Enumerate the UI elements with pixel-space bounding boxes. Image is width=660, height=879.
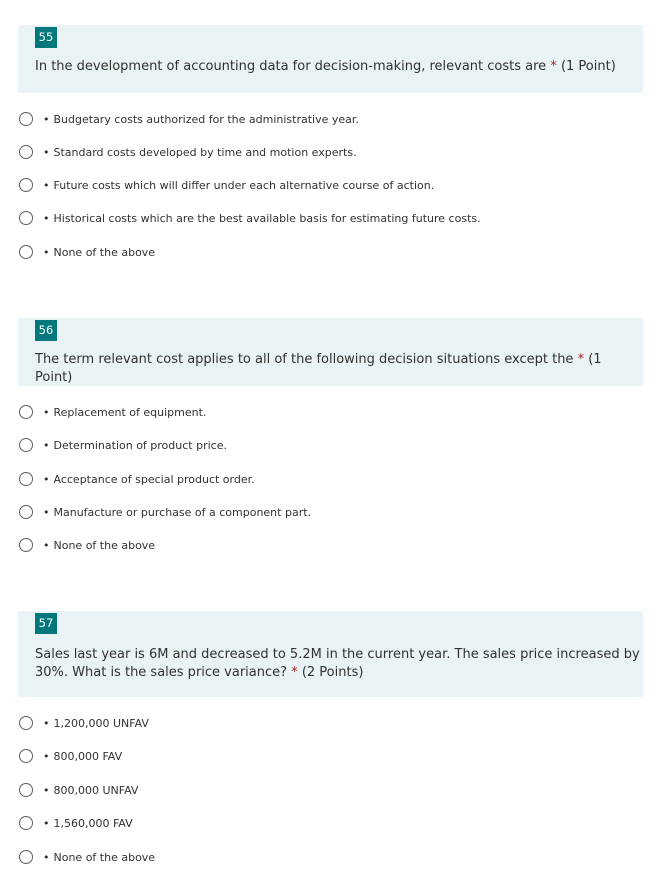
radio-button[interactable] [19, 438, 33, 452]
radio-button[interactable] [19, 816, 33, 830]
option-label: • None of the above [43, 538, 156, 552]
option-label: • Replacement of equipment. [43, 405, 207, 419]
question-points: (1 Point) [35, 352, 602, 385]
option-item[interactable] [19, 435, 227, 455]
question-header [18, 611, 643, 697]
option-label: • 800,000 FAV [43, 749, 123, 763]
option-label: • Future costs which will differ under each alternative course of action. [43, 178, 435, 192]
option-item[interactable] [19, 142, 357, 162]
option-label: • None of the above [43, 850, 156, 864]
option-item[interactable] [19, 502, 311, 522]
option-item[interactable] [19, 208, 481, 228]
question-text [35, 58, 616, 76]
option-label: • 1,200,000 UNFAV [43, 716, 149, 730]
question-points: (2 Points) [301, 665, 364, 680]
question-number-badge: 56 [35, 320, 57, 341]
question-text-body: In the development of accounting data for decision-making, relevant costs are [35, 59, 547, 74]
radio-button[interactable] [19, 112, 33, 126]
question-text-line-1: Sales last year is 6M and decreased to 5.2M in the current year. The sales price increased by [35, 647, 640, 662]
radio-button[interactable] [19, 749, 33, 763]
option-item[interactable] [19, 109, 359, 129]
option-item[interactable] [19, 713, 149, 733]
option-item[interactable] [19, 175, 434, 195]
radio-button[interactable] [19, 850, 33, 864]
radio-button[interactable] [19, 716, 33, 730]
question-text [35, 351, 643, 387]
option-item[interactable] [19, 402, 206, 422]
option-label: • Historical costs which are the best available basis for estimating future costs. [43, 211, 481, 225]
option-label: • 1,560,000 FAV [43, 816, 133, 830]
question-header [18, 318, 643, 386]
option-label: • Acceptance of special product order. [43, 472, 255, 486]
option-label: • Standard costs developed by time and motion experts. [43, 145, 357, 159]
option-item[interactable] [19, 242, 155, 262]
question-points: (1 Point) [560, 59, 616, 74]
option-label: • Determination of product price. [43, 438, 227, 452]
question-number-badge: 57 [35, 613, 57, 634]
question-number-badge: 55 [35, 27, 57, 48]
option-item[interactable] [19, 746, 122, 766]
required-asterisk: * [291, 665, 298, 680]
option-label: • Manufacture or purchase of a component part. [43, 505, 312, 519]
radio-button[interactable] [19, 178, 33, 192]
option-label: • None of the above [43, 245, 156, 259]
question-text [35, 646, 640, 682]
radio-button[interactable] [19, 783, 33, 797]
radio-button[interactable] [19, 505, 33, 519]
radio-button[interactable] [19, 538, 33, 552]
radio-button[interactable] [19, 472, 33, 486]
question-header [18, 25, 643, 93]
radio-button[interactable] [19, 245, 33, 259]
radio-button[interactable] [19, 405, 33, 419]
option-label: • 800,000 UNFAV [43, 783, 139, 797]
radio-button[interactable] [19, 145, 33, 159]
question-text-line-2: 30%. What is the sales price variance? * (2 Points) [35, 665, 364, 680]
option-item[interactable] [19, 535, 155, 555]
option-label: • Budgetary costs authorized for the administrative year. [43, 112, 359, 126]
option-item[interactable] [19, 780, 138, 800]
question-text-body: The term relevant cost applies to all of the following decision situations except the [35, 352, 574, 367]
radio-button[interactable] [19, 211, 33, 225]
option-item[interactable] [19, 813, 133, 833]
option-item[interactable] [19, 469, 255, 489]
option-item[interactable] [19, 847, 155, 867]
required-asterisk: * [577, 352, 585, 367]
required-asterisk: * [550, 59, 557, 74]
